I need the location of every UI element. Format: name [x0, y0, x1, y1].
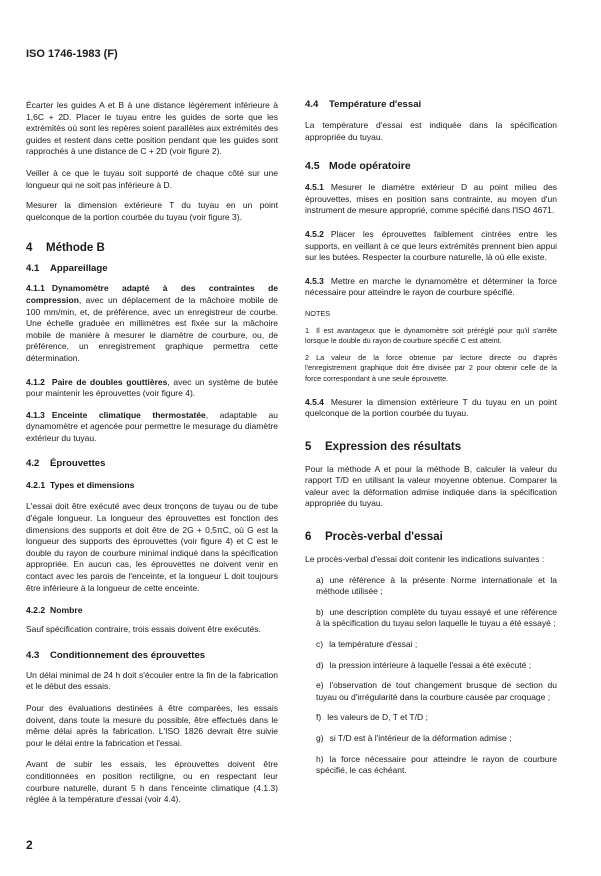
- section-title: Mode opératoire: [329, 160, 411, 173]
- clause-number: 4.5.3: [305, 275, 324, 286]
- clause-text: Placer les éprouvettes faiblement cintrées entre les supports, en veillant à ce que leurs extrémités prennent bien appui sur les butées. Respecter la courbure naturelle, là où elle existe.: [305, 228, 557, 263]
- section-heading-4: [26, 241, 278, 255]
- section-heading-4-3: [26, 650, 278, 662]
- clause-4-5-3: [305, 276, 557, 299]
- clause-text: Mesurer la dimension extérieure T du tuyau en un point quelconque de la portion courbée du tuyau.: [305, 396, 557, 419]
- clause-4-5-2: [305, 229, 557, 264]
- list-label: g): [316, 733, 324, 743]
- paragraph: L'essai doit être exécuté avec deux tronçons de tuyau ou de tube d'égale longueur. La longueur des éprouvettes est fonction des dimensions des supports et doit être de 2G + 0,5πC, où G est la longueur des supports des éprouvettes (voir figure 4) et C est le double du rayon de courbure minimal indiqué dans la spécification appropriée. En aucun cas, les éprouvettes ne doivent venir en contact avec les parois de l'enceinte, et la longueur L doit toujours être inférieure à la longueur de cette enceinte.: [26, 501, 278, 593]
- section-heading-4-2-1: [26, 479, 278, 491]
- section-number: 4.3: [26, 649, 40, 661]
- section-number: 5: [305, 440, 312, 453]
- paragraph: Un délai minimal de 24 h doit s'écouler entre la fin de la fabrication et le début des essais.: [26, 669, 278, 692]
- list-item: [305, 607, 557, 630]
- clause-4-1-3: [26, 410, 278, 445]
- list-text: la température d'essai ;: [329, 639, 418, 650]
- note-text: La valeur de la force obtenue par lecture directe ou d'après l'enregistrement graphique doit être divisée par 2 pour obtenir celle de la force correspondant à une seule éprouvette.: [305, 352, 557, 383]
- paragraph: Avant de subir les essais, les éprouvettes doivent être conditionnées en position rectiligne, ou en respectant leur courbure naturelle, durant 5 h dans l'enceinte climatique (4.1.3) réglée à la température d'essai (voir 4.4).: [26, 759, 278, 805]
- list-item: [305, 575, 557, 598]
- right-column: [305, 99, 557, 777]
- clause-text: Mesurer le diamètre extérieur D au point milieu des éprouvettes, mises en position sans contrainte, au moyen d'un instrument de mesure approprié, comme spécifié dans l'ISO 4671.: [305, 182, 557, 216]
- clause-4-5-1: [305, 182, 557, 217]
- list-item: [305, 712, 557, 724]
- section-heading-5: [305, 440, 557, 454]
- section-title: Méthode B: [46, 242, 105, 255]
- paragraph: Sauf spécification contraire, trois essais doivent être exécutés.: [26, 624, 261, 635]
- list-text: la pression intérieure à laquelle l'essai a été exécuté ;: [329, 659, 532, 670]
- clause-title: Enceinte climatique thermostatée: [51, 409, 206, 420]
- list-item: [305, 680, 557, 703]
- section-heading-4-1: [26, 263, 278, 275]
- notes-label: NOTES: [305, 308, 331, 318]
- list-label: f): [316, 712, 322, 723]
- section-heading-4-4: [305, 99, 557, 111]
- section-title: Expression des résultats: [325, 440, 462, 453]
- paragraph: La température d'essai est indiquée dans la spécification appropriée du tuyau.: [305, 120, 557, 142]
- section-number: 6: [305, 531, 312, 544]
- paragraph: Écarter les guides A et B à une distance légèrement inférieure à 1,6C + 2D. Placer le tuyau entre les guides de sorte que les extrémités où sont les repères soient parallèles aux extrémités des guides et restent dans cette position pendant que les guides sont rapprochés à une distance de C + 2D (voir figure 2).: [26, 100, 278, 157]
- list-text: l'observation de tout changement brusque de section du tuyau ou d'irrégularité dans la courbure causée par croquage ;: [316, 680, 557, 702]
- section-heading-4-2: [26, 458, 278, 470]
- list-label: a): [316, 574, 324, 585]
- list-label: d): [316, 659, 324, 670]
- clause-number: 4.5.4: [305, 396, 324, 407]
- paragraph: Mesurer la dimension extérieure T du tuyau en un point quelconque de la portion courbée du tuyau (voir figure 3).: [26, 200, 278, 222]
- note-number: 2: [305, 352, 310, 362]
- paragraph: Veiller à ce que le tuyau soit supporté de chaque côté sur une longueur qui ne soit pas inférieure à D.: [26, 167, 278, 190]
- clause-number: 4.1.2: [26, 376, 45, 387]
- list-item: [305, 639, 557, 651]
- list-text: les valeurs de D, T et T/D ;: [327, 712, 428, 723]
- list-label: b): [316, 606, 324, 617]
- clause-text: , adaptable au dynamomètre et agencée pour permettre le mesurage du diamètre extérieur du tuyau.: [26, 409, 278, 443]
- section-number: 4.5: [305, 160, 320, 173]
- list-text: une référence à la présente Norme internationale et la méthode utilisée ;: [316, 574, 557, 597]
- clause-4-5-4: [305, 397, 557, 420]
- section-heading-4-2-2: [26, 604, 278, 616]
- note-1: [305, 326, 557, 347]
- clause-text: , avec un système de butée pour maintenir les éprouvettes (voir figure 4).: [26, 376, 278, 399]
- clause-text: Mettre en marche le dynamomètre et déterminer la force nécessaire pour atteindre le rayon de courbure spécifié.: [305, 275, 557, 298]
- note-2: [305, 353, 557, 385]
- section-number: 4.2: [26, 458, 40, 470]
- section-title: Procès-verbal d'essai: [325, 531, 443, 544]
- section-number: 4: [26, 242, 33, 255]
- section-number: 4.2.2: [26, 605, 46, 616]
- section-heading-6: [305, 530, 557, 544]
- list-label: h): [316, 753, 324, 764]
- clause-4-1-1: [26, 283, 278, 364]
- section-heading-4-5: [305, 159, 557, 173]
- section-title: Température d'essai: [329, 99, 422, 110]
- clause-number: 4.1.1: [26, 283, 45, 294]
- clause-title: Paire de doubles gouttières: [51, 376, 168, 387]
- note-text: Il est avantageux que le dynamomètre soit préréglé pour qu'il s'arrête lorsque le double du rayon de courbure spécifié C est atteint.: [305, 325, 557, 346]
- clause-number: 4.5.1: [305, 182, 324, 193]
- clause-title: Dynamomètre adapté à des contraintes de compression: [26, 283, 278, 305]
- page-number: 2: [26, 838, 33, 852]
- section-title: Appareillage: [50, 263, 108, 275]
- list-label: c): [316, 639, 324, 650]
- left-column: [26, 100, 278, 806]
- list-text: si T/D est à l'intérieur de la déformation admise ;: [329, 733, 512, 743]
- list-label: e): [316, 680, 324, 691]
- document-header: ISO 1746-1983 (F): [26, 48, 118, 60]
- list-item: [305, 660, 557, 672]
- paragraph: Pour des évaluations destinées à être comparées, les essais doivent, dans toute la mesure du possible, être effectués dans le même délai après la fabrication. L'ISO 1826 devrait être suivie pour le délai entre la fabrication et l'essai.: [26, 703, 278, 748]
- section-number: 4.2.1: [26, 480, 46, 491]
- clause-number: 4.5.2: [305, 228, 324, 239]
- list-item: [305, 733, 557, 745]
- section-title: Éprouvettes: [50, 458, 106, 470]
- list-text: une description complète du tuyau essayé et une référence à la spécification du tuyau selon laquelle le tuyau a été essayé ;: [316, 606, 557, 629]
- clause-number: 4.1.3: [26, 409, 45, 420]
- list-item: [305, 754, 557, 777]
- clause-text: , avec un déplacement de la mâchoire mobile de 100 mm/min, et, de préférence, avec un enregistreur de courbe. Une échelle graduée en millimètres est fixée sur la mâchoire mobile de manière à mesurer le diamètre de courbure, ou, de préférence, un enregistrement graphique permettra cette détermination.: [26, 294, 278, 363]
- clause-4-1-2: [26, 377, 278, 400]
- section-title: Conditionnement des éprouvettes: [50, 649, 206, 661]
- section-number: 4.1: [26, 263, 40, 275]
- section-title: Types et dimensions: [50, 480, 135, 491]
- section-number: 4.4: [305, 99, 319, 110]
- list-text: la force nécessaire pour atteindre le rayon de courbure spécifié, le cas échéant.: [316, 753, 557, 776]
- section-title: Nombre: [50, 605, 83, 616]
- note-number: 1: [305, 325, 310, 335]
- paragraph: Le procès-verbal d'essai doit contenir les indications suivantes :: [305, 554, 545, 565]
- paragraph: Pour la méthode A et pour la méthode B, calculer la valeur du rapport T/D en utilisant la valeur moyenne obtenue. Comparer la valeur avec la déformation admise indiquée dans la spécification appropriée du tuyau.: [305, 463, 557, 509]
